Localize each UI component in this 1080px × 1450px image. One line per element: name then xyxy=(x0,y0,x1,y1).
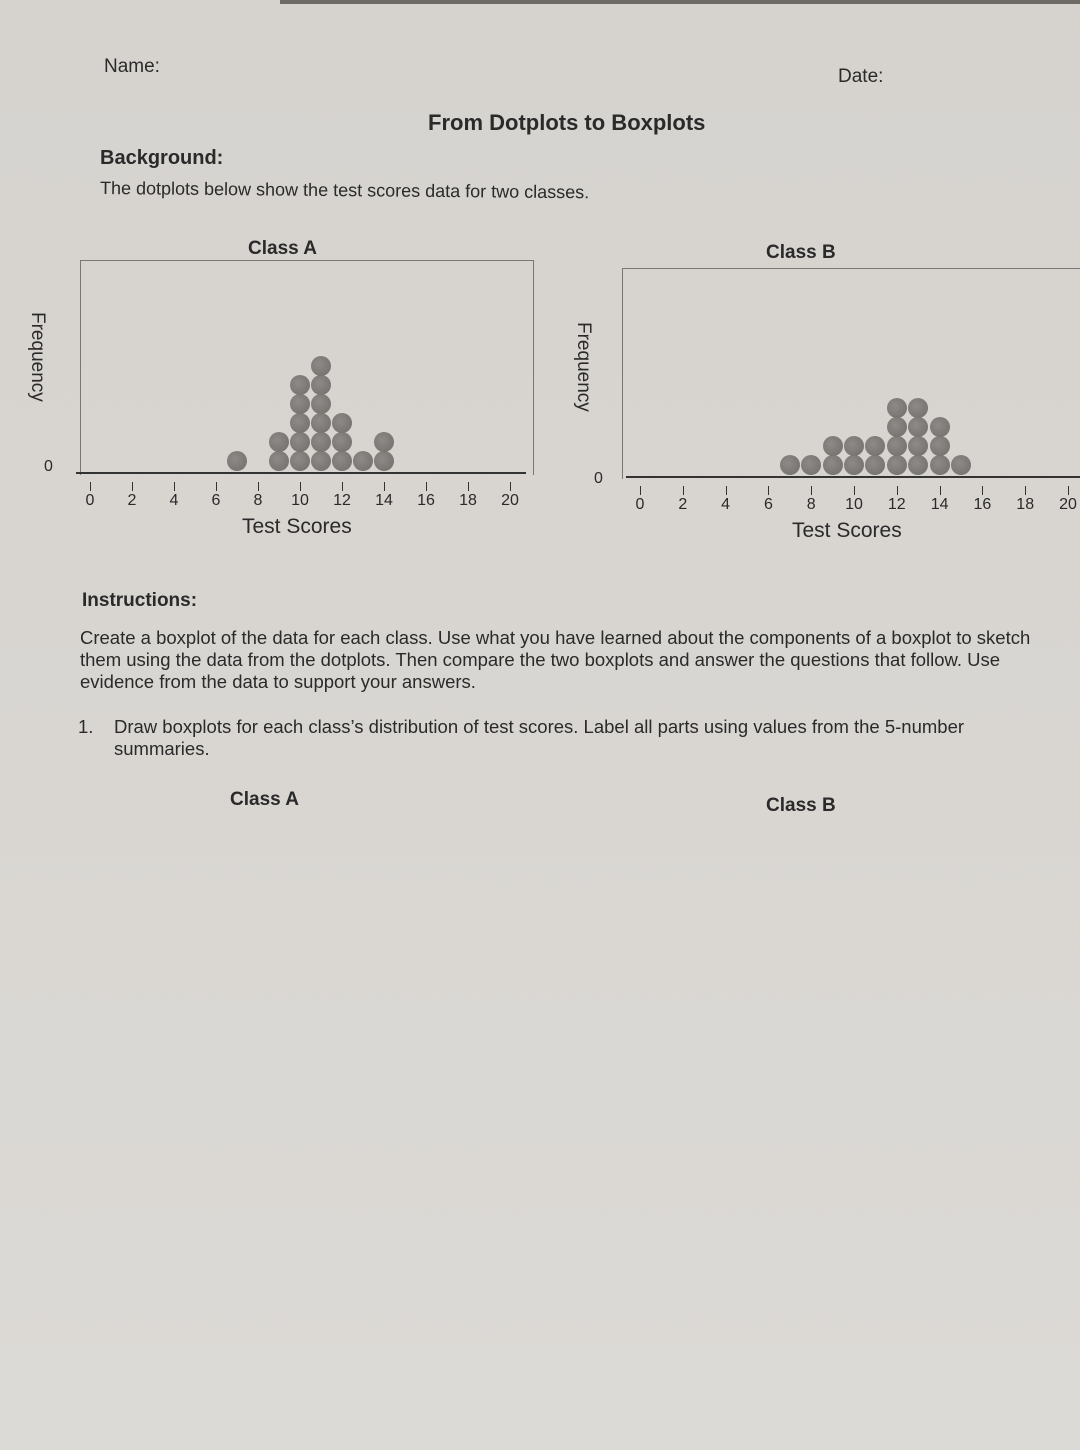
x-tick-label: 12 xyxy=(333,492,351,509)
x-tick xyxy=(384,482,385,491)
class-b-answer-label: Class B xyxy=(766,795,836,816)
x-tick-label: 20 xyxy=(501,492,519,509)
data-dot xyxy=(844,455,864,475)
x-tick-label: 0 xyxy=(635,496,645,513)
x-tick xyxy=(258,482,259,491)
photo-edge xyxy=(280,0,1080,4)
x-tick-label: 14 xyxy=(930,496,949,513)
x-tick xyxy=(342,482,343,491)
data-dot xyxy=(374,432,394,452)
data-dot xyxy=(290,375,310,395)
class-b-xlabel: Test Scores xyxy=(792,519,902,542)
data-dot xyxy=(311,432,331,452)
data-dot xyxy=(269,432,289,452)
data-dot xyxy=(290,394,310,414)
data-dot xyxy=(887,455,907,475)
answer-space[interactable] xyxy=(60,840,1060,1420)
data-dot xyxy=(951,455,971,475)
data-dot xyxy=(865,455,885,475)
data-dot xyxy=(311,394,331,414)
class-b-y-zero: 0 xyxy=(594,470,603,487)
x-tick xyxy=(132,482,133,491)
x-tick-label: 6 xyxy=(211,492,221,509)
x-tick xyxy=(940,486,941,495)
data-dot xyxy=(908,455,928,475)
x-tick xyxy=(216,482,217,491)
x-tick xyxy=(1068,486,1069,495)
x-tick-label: 14 xyxy=(375,492,393,509)
x-tick-label: 16 xyxy=(417,492,435,509)
x-tick xyxy=(174,482,175,491)
data-dot xyxy=(908,436,928,456)
x-tick-label: 6 xyxy=(763,496,773,513)
instructions-text: Create a boxplot of the data for each class. Use what you have learned about the components of a boxplot to sketch them using the data from the dotplots. Then compare the two boxplots and answer the questions that follow. Use evidence from the data to support your answers. xyxy=(80,627,1031,692)
data-dot xyxy=(290,432,310,452)
data-dot xyxy=(290,413,310,433)
data-dot xyxy=(332,413,352,433)
x-tick xyxy=(300,482,301,491)
x-tick xyxy=(897,486,898,495)
x-tick xyxy=(468,482,469,491)
class-a-answer-label: Class A xyxy=(230,789,299,810)
x-tick xyxy=(768,486,769,495)
data-dot xyxy=(332,432,352,452)
data-dot xyxy=(908,417,928,437)
question-text: Draw boxplots for each class’s distribution of test scores. Label all parts using values from the 5-number summaries. xyxy=(114,716,965,759)
data-dot xyxy=(930,417,950,437)
data-dot xyxy=(227,451,247,471)
data-dot xyxy=(908,398,928,418)
data-dot xyxy=(780,455,800,475)
class-a-y-zero: 0 xyxy=(44,458,53,475)
x-tick xyxy=(510,482,511,491)
data-dot xyxy=(823,436,843,456)
x-tick-label: 10 xyxy=(845,496,863,513)
data-dot xyxy=(290,451,310,471)
data-dot xyxy=(332,451,352,471)
x-tick xyxy=(90,482,91,491)
data-dot xyxy=(801,455,821,475)
x-tick-label: 18 xyxy=(459,492,477,509)
instructions-heading: Instructions: xyxy=(82,590,198,611)
x-tick-label: 16 xyxy=(973,496,992,513)
data-dot xyxy=(930,455,950,475)
class-a-xlabel: Test Scores xyxy=(242,515,352,538)
x-tick-label: 8 xyxy=(253,492,263,509)
question-number: 1. xyxy=(78,716,94,737)
data-dot xyxy=(311,413,331,433)
x-tick-label: 2 xyxy=(127,492,137,509)
date-label: Date: xyxy=(838,66,884,87)
x-axis-line xyxy=(76,472,526,474)
x-axis-line xyxy=(626,476,1080,478)
data-dot xyxy=(823,455,843,475)
x-tick-label: 20 xyxy=(1059,496,1077,513)
x-tick-label: 0 xyxy=(85,492,95,509)
data-dot xyxy=(887,417,907,437)
x-tick-label: 4 xyxy=(721,496,731,513)
x-tick-label: 18 xyxy=(1016,496,1035,513)
data-dot xyxy=(865,436,885,456)
x-tick xyxy=(1025,486,1026,495)
background-text: The dotplots below show the test scores data for two classes. xyxy=(99,178,590,203)
x-tick xyxy=(683,486,684,495)
class-a-chart-title: Class A xyxy=(248,238,317,259)
background-heading: Background: xyxy=(100,147,224,169)
class-b-chart-title: Class B xyxy=(766,242,836,263)
x-tick xyxy=(426,482,427,491)
class-a-ylabel: Frequency xyxy=(27,312,48,402)
data-dot xyxy=(269,451,289,471)
data-dot xyxy=(844,436,864,456)
data-dot xyxy=(311,375,331,395)
data-dot xyxy=(353,451,373,471)
x-tick xyxy=(982,486,983,495)
x-tick xyxy=(854,486,855,495)
x-tick-label: 8 xyxy=(806,496,816,513)
x-tick-label: 4 xyxy=(169,492,179,509)
class-b-ylabel: Frequency xyxy=(573,322,594,412)
x-tick-label: 12 xyxy=(887,496,906,513)
x-tick xyxy=(640,486,641,495)
x-tick-label: 10 xyxy=(291,492,309,509)
x-tick xyxy=(726,486,727,495)
data-dot xyxy=(930,436,950,456)
data-dot xyxy=(311,356,331,376)
page-title: From Dotplots to Boxplots xyxy=(428,110,706,135)
data-dot xyxy=(887,398,907,418)
data-dot xyxy=(311,451,331,471)
data-dot xyxy=(887,436,907,456)
data-dot xyxy=(374,451,394,471)
name-label: Name: xyxy=(104,56,160,77)
x-tick-label: 2 xyxy=(678,496,688,513)
x-tick xyxy=(811,486,812,495)
